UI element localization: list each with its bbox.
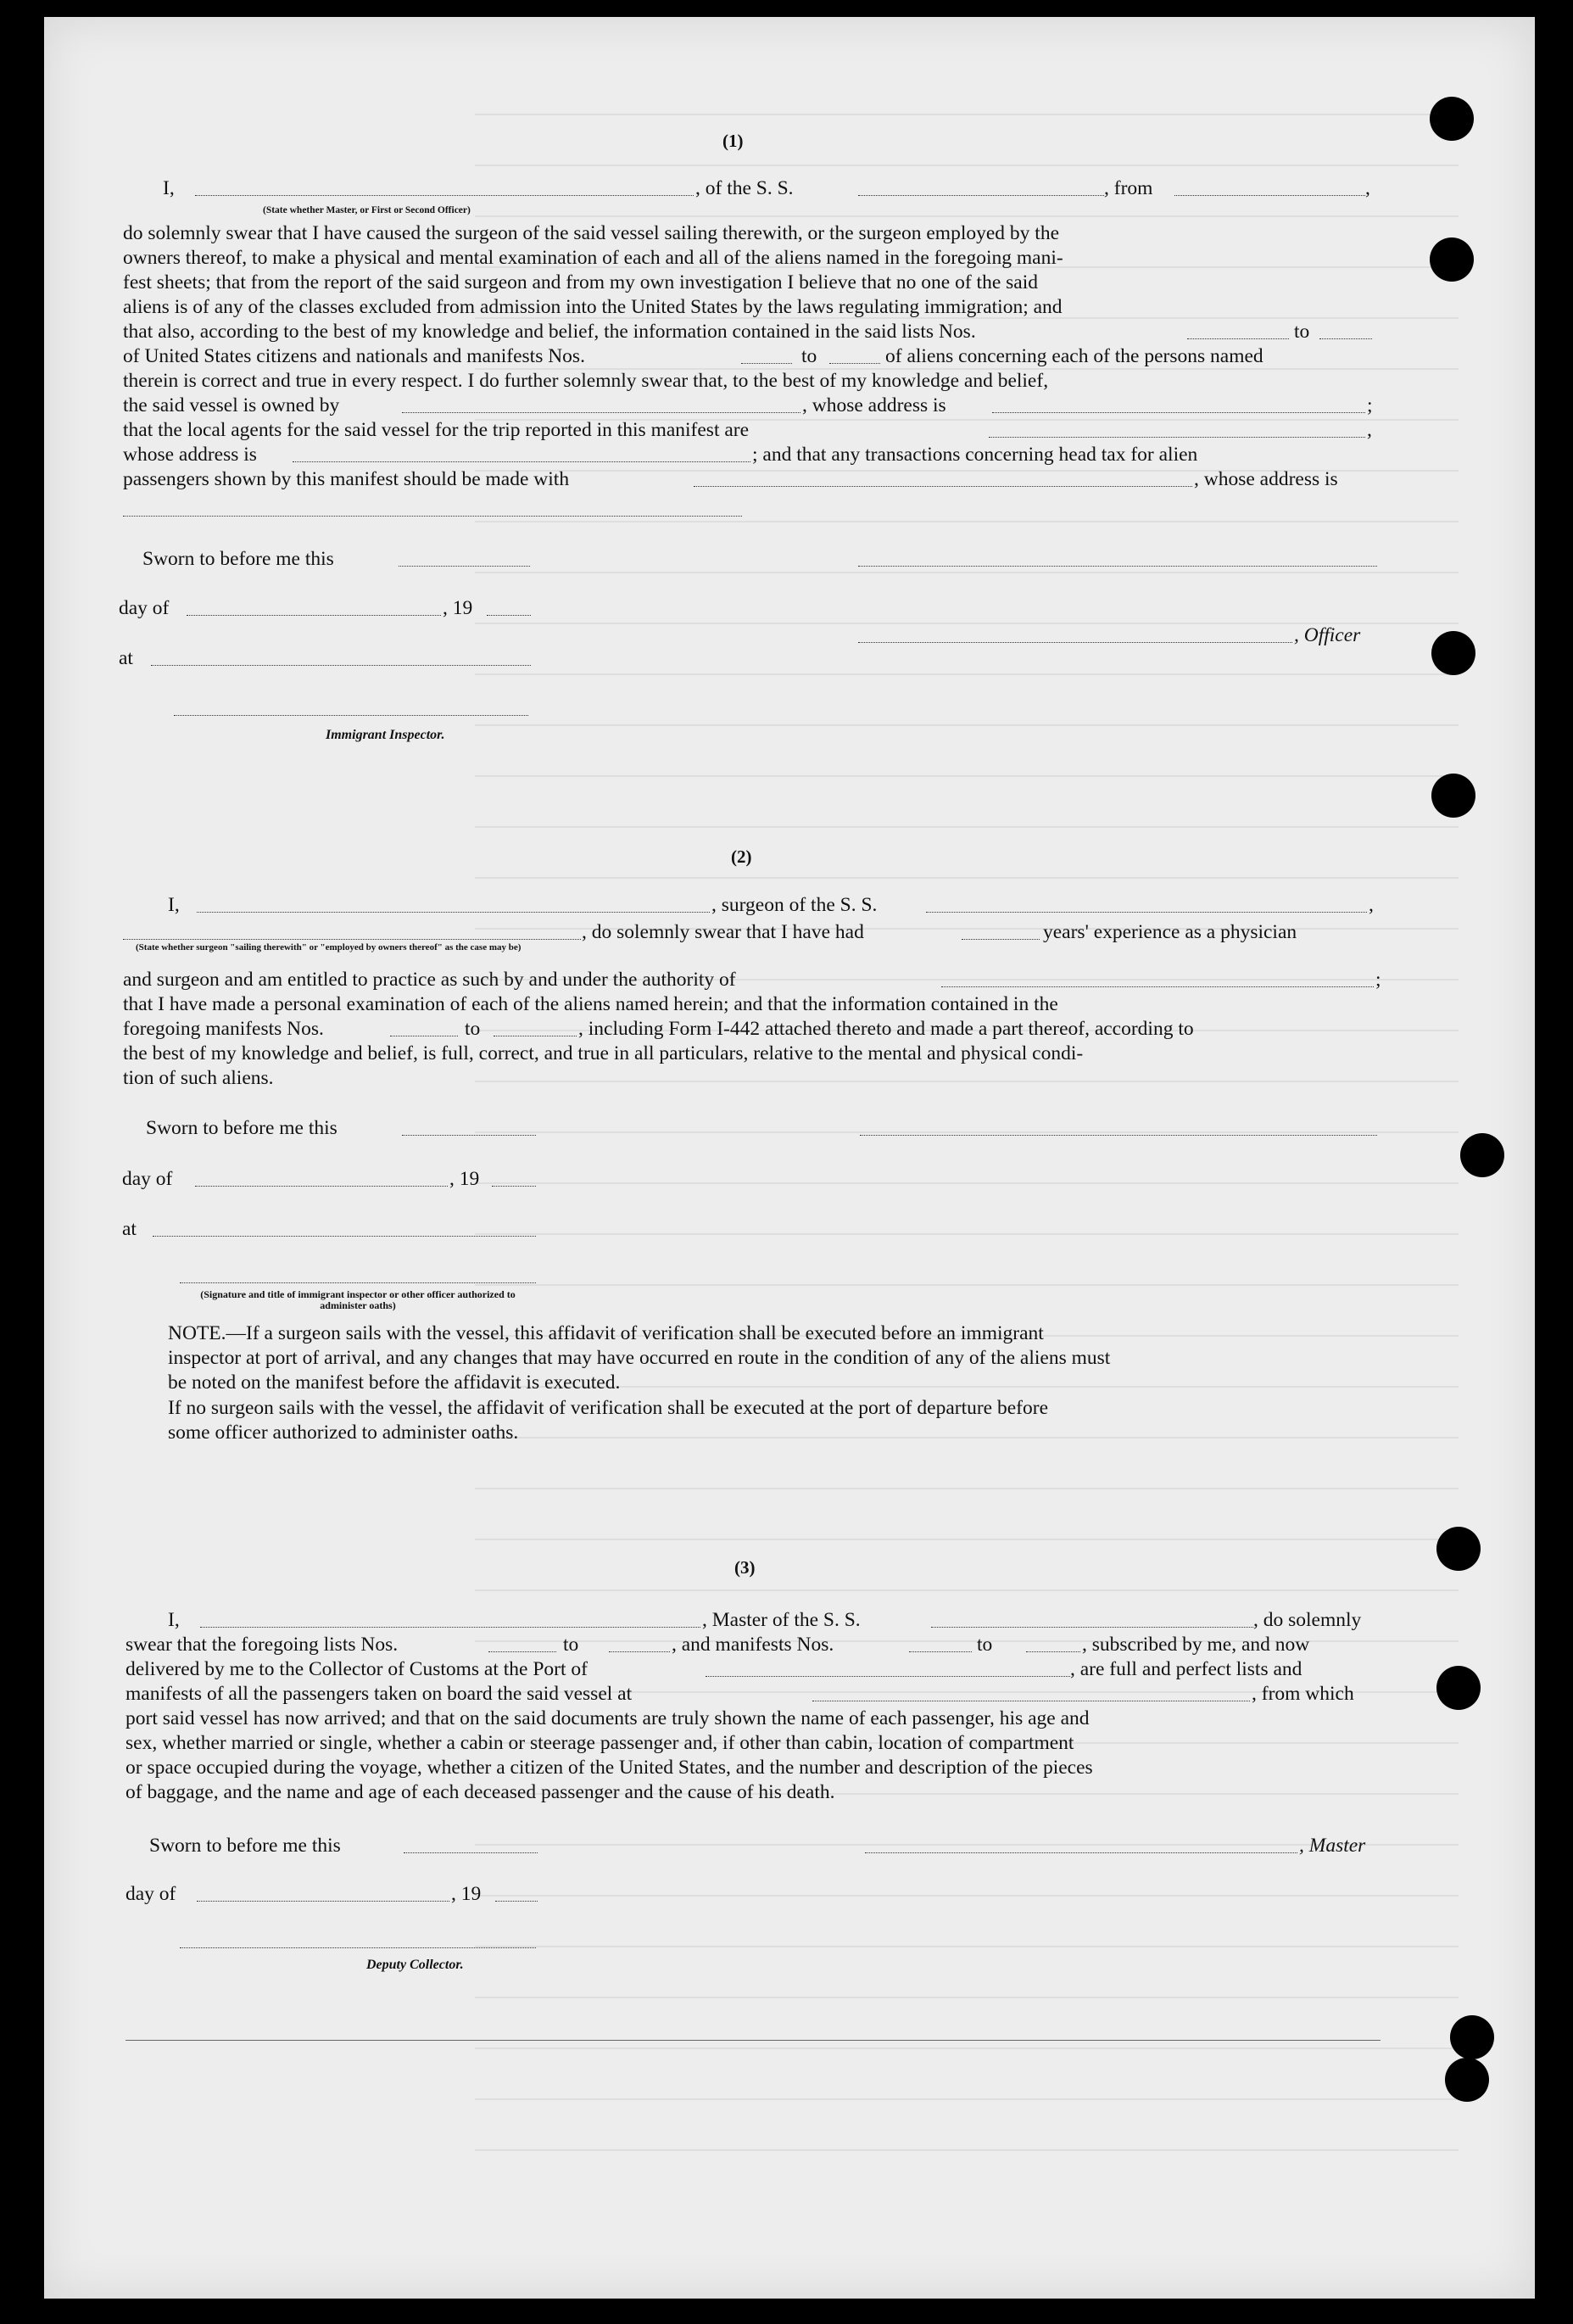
local-agents-field[interactable] — [989, 437, 1365, 438]
s2-month-field[interactable] — [195, 1186, 448, 1187]
s2-para-line: , including Form I-442 attached thereto and made a part thereof, according to — [578, 1018, 1194, 1040]
s2-sworn-label: Sworn to before me this — [146, 1117, 337, 1139]
port-from-field[interactable] — [1174, 195, 1365, 196]
s3-para-line: or space occupied during the voyage, whether a citizen of the United States, and the number and description of the pieces — [126, 1757, 1093, 1779]
s1-sworn-date-field[interactable] — [399, 566, 530, 567]
s2-officer-signature-field[interactable] — [180, 1282, 536, 1283]
s1-day-label: day of — [119, 597, 170, 619]
s3-month-field[interactable] — [197, 1901, 449, 1902]
collector-label: Deputy Collector. — [366, 1958, 464, 1972]
s3-para-line: delivered by me to the Collector of Customs at the Port of — [126, 1658, 588, 1680]
s1-para-word: to — [801, 345, 817, 367]
s1-signature-field[interactable] — [858, 566, 1377, 567]
s2-officer-hint: (Signature and title of immigrant inspector or other officer authorized to administer oaths) — [200, 1288, 516, 1311]
s2-line2-a: , do solemnly swear that I have had — [582, 921, 864, 943]
s1-para-line: , whose address is — [1194, 468, 1338, 490]
s1-para-line: that also, according to the best of my knowledge and belief, the information contained in the said lists Nos. — [123, 321, 976, 343]
inspector-label: Immigrant Inspector. — [326, 728, 445, 742]
s1-para-line: aliens is of any of the classes excluded from admission into the United States by the laws regulating immigration; and — [123, 296, 1063, 318]
s1-month-field[interactable] — [187, 615, 441, 616]
punch-hole — [1445, 2058, 1489, 2102]
s2-para-line: foregoing manifests Nos. — [123, 1018, 324, 1040]
punch-hole — [1430, 97, 1474, 141]
s1-para-line: ; and that any transactions concerning head tax for alien — [752, 444, 1198, 466]
punch-hole — [1436, 1527, 1481, 1571]
s2-para-line: tion of such aliens. — [123, 1067, 274, 1089]
collector-signature-field[interactable] — [180, 1947, 536, 1948]
s2-year-field[interactable] — [492, 1186, 536, 1187]
s1-para-line: do solemnly swear that I have caused the surgeon of the said vessel sailing therewith, or the surgeon employed by the — [123, 222, 1060, 244]
s2-para-word: ; — [1375, 969, 1381, 991]
officer-signature-field[interactable] — [858, 642, 1292, 643]
s3-para-word: to — [563, 1634, 579, 1656]
section-1-number: (1) — [722, 131, 744, 151]
s3-para-line: swear that the foregoing lists Nos. — [126, 1634, 399, 1656]
s3-para-line: , are full and perfect lists and — [1070, 1658, 1302, 1680]
s2-line1-end: , — [1369, 894, 1374, 916]
s1-line1-from: , from — [1104, 177, 1153, 199]
s2-line1-ss: , surgeon of the S. S. — [711, 894, 878, 916]
officer-label: , Officer — [1294, 624, 1361, 646]
s1-para-word: , — [1367, 419, 1372, 441]
s2-place-field[interactable] — [153, 1236, 536, 1237]
s1-year-field[interactable] — [487, 615, 531, 616]
s1-para-line: that the local agents for the said vessel for the trip reported in this manifest are — [123, 419, 750, 441]
s3-day-label: day of — [126, 1883, 176, 1905]
s3-vessel-field[interactable] — [931, 1627, 1253, 1628]
head-tax-address-field[interactable] — [123, 516, 742, 517]
s3-para-line: sex, whether married or single, whether a cabin or steerage passenger and, if other than cabin, location of compartment — [126, 1732, 1074, 1754]
s3-para-line: port said vessel has now arrived; and that on the said documents are truly shown the name of each passenger, his age and — [126, 1707, 1090, 1729]
s1-para-word: to — [1294, 321, 1310, 343]
s2-vessel-field[interactable] — [926, 912, 1367, 913]
s1-para-line: passengers shown by this manifest should be made with — [123, 468, 570, 490]
section-2-number: (2) — [731, 846, 752, 867]
s3-para-line: manifests of all the passengers taken on board the said vessel at — [126, 1683, 633, 1705]
s3-line1-ss: , Master of the S. S. — [702, 1609, 861, 1631]
s1-para-line: of aliens concerning each of the persons named — [885, 345, 1263, 367]
port-of-arrival-field[interactable] — [706, 1676, 1070, 1677]
manifests-to-field[interactable] — [829, 363, 880, 364]
officer-title-field[interactable] — [195, 195, 694, 196]
s1-line1-ss: , of the S. S. — [695, 177, 794, 199]
s2-para-word: to — [465, 1018, 481, 1040]
s3-line1-start: I, — [168, 1609, 180, 1631]
s2-year-label: , 19 — [449, 1168, 480, 1190]
master-name-field[interactable] — [200, 1627, 700, 1628]
note-line: inspector at port of arrival, and any changes that may have occurred en route in the condition of any of the aliens must — [168, 1347, 1111, 1369]
surgeon-name-field[interactable] — [197, 912, 710, 913]
s2-para-line: that I have made a personal examination of each of the aliens named herein; and that the information contained in the — [123, 993, 1058, 1015]
s1-line1-start: I, — [163, 177, 175, 199]
owner-field[interactable] — [402, 412, 800, 413]
bottom-rule — [126, 2040, 1381, 2041]
s3-para-line: , and manifests Nos. — [672, 1634, 834, 1656]
owner-address-field[interactable] — [992, 412, 1365, 413]
s2-line1-start: I, — [168, 894, 180, 916]
s2-para-line: the best of my knowledge and belief, is full, correct, and true in all particulars, relative to the mental and physical condi- — [123, 1042, 1084, 1064]
s1-year-label: , 19 — [443, 597, 473, 619]
section-3-number: (3) — [734, 1557, 756, 1578]
inspector-signature-field[interactable] — [174, 715, 528, 716]
surgeon-type-field[interactable] — [123, 939, 581, 940]
s3-manifests-from-field[interactable] — [909, 1651, 972, 1652]
s3-sworn-date-field[interactable] — [404, 1852, 538, 1853]
s2-para-line: and surgeon and am entitled to practice as such by and under the authority of — [123, 969, 736, 991]
note-line: If no surgeon sails with the vessel, the affidavit of verification shall be executed at the port of departure before — [168, 1397, 1048, 1419]
punch-hole — [1460, 1133, 1504, 1177]
s1-para-line: of United States citizens and nationals and manifests Nos. — [123, 345, 585, 367]
s3-para-line: , from which — [1252, 1683, 1354, 1705]
s3-para-line: , subscribed by me, and now — [1082, 1634, 1310, 1656]
years-experience-field[interactable] — [962, 939, 1040, 940]
s2-at-label: at — [122, 1218, 137, 1240]
s2-signature-field[interactable] — [860, 1135, 1377, 1136]
s1-sworn-label: Sworn to before me this — [142, 548, 334, 570]
punch-hole — [1436, 1666, 1481, 1710]
s3-para-word: to — [977, 1634, 993, 1656]
s3-year-field[interactable] — [495, 1901, 538, 1902]
lists-from-field[interactable] — [1187, 338, 1289, 339]
master-signature-field[interactable] — [865, 1852, 1297, 1853]
officer-title-hint: (State whether Master, or First or Second Officer) — [263, 205, 471, 215]
master-label: , Master — [1299, 1835, 1366, 1857]
s1-para-word: ; — [1367, 394, 1373, 416]
punch-hole — [1430, 237, 1474, 282]
punch-hole — [1431, 774, 1475, 818]
s1-para-line: fest sheets; that from the report of the said surgeon and from my own investigation I believe that no one of the said — [123, 271, 1038, 293]
s1-para-line: the said vessel is owned by — [123, 394, 340, 416]
s1-para-line: , whose address is — [802, 394, 946, 416]
lists-to-field[interactable] — [1319, 338, 1372, 339]
s3-lists-from-field[interactable] — [488, 1651, 556, 1652]
s1-para-line: whose address is — [123, 444, 257, 466]
s3-sworn-label: Sworn to before me this — [149, 1835, 341, 1857]
s3-para-line: of baggage, and the name and age of each deceased passenger and the cause of his death. — [126, 1781, 835, 1803]
s3-year-label: , 19 — [451, 1883, 482, 1905]
punch-hole — [1431, 631, 1475, 675]
s3-line1-end: , do solemnly — [1253, 1609, 1362, 1631]
s3-manifests-to-field[interactable] — [1026, 1651, 1080, 1652]
s1-para-line: therein is correct and true in every respect. I do further solemnly swear that, to the best of my knowledge and belief, — [123, 370, 1049, 392]
s2-sworn-date-field[interactable] — [402, 1135, 536, 1136]
s3-lists-to-field[interactable] — [609, 1651, 670, 1652]
s1-at-label: at — [119, 647, 133, 669]
note-line: some officer authorized to administer oaths. — [168, 1422, 519, 1444]
agents-address-field[interactable] — [293, 461, 750, 462]
s2-day-label: day of — [122, 1168, 173, 1190]
note-line: NOTE.—If a surgeon sails with the vessel, this affidavit of verification shall be executed before an immigrant — [168, 1322, 1044, 1344]
s1-place-field[interactable] — [151, 665, 531, 666]
s1-line1-end: , — [1365, 177, 1370, 199]
punch-hole — [1450, 2015, 1494, 2059]
vessel-name-field[interactable] — [858, 195, 1104, 196]
head-tax-party-field[interactable] — [694, 486, 1192, 487]
s1-para-line: owners thereof, to make a physical and mental examination of each and all of the aliens named in the foregoing mani- — [123, 247, 1063, 269]
note-line: be noted on the manifest before the affidavit is executed. — [168, 1371, 621, 1394]
surgeon-type-hint: (State whether surgeon "sailing therewith" or "employed by owners thereof" as the case may be) — [136, 942, 522, 953]
s2-line2-b: years' experience as a physician — [1043, 921, 1297, 943]
manifests-from-field[interactable] — [741, 363, 792, 364]
authority-field[interactable] — [941, 986, 1374, 987]
